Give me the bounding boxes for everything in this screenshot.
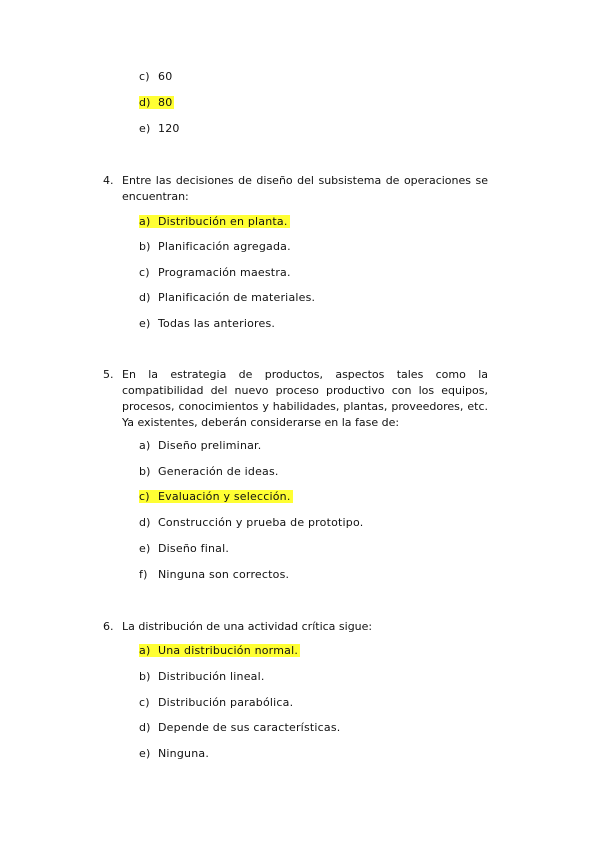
q6-option-a — [139, 643, 300, 659]
option-text: 120 — [158, 122, 180, 135]
option-letter: c) — [139, 696, 150, 709]
option-letter: b) — [139, 465, 151, 478]
option-text: Ninguna son correctos. — [158, 568, 290, 581]
q4-option-a — [139, 214, 290, 230]
option-letter: a) — [139, 644, 151, 657]
option-letter: a) — [139, 215, 151, 228]
q5-option-a — [139, 438, 261, 454]
option-text: Evaluación y selección. — [158, 490, 291, 503]
option-text: Diseño preliminar. — [158, 439, 262, 452]
option-letter: b) — [139, 670, 151, 683]
question-text: La distribución de una actividad crítica sigue: — [122, 620, 373, 633]
q5-option-d — [139, 515, 363, 531]
option-text: Depende de sus características. — [158, 721, 341, 734]
option-text: Todas las anteriores. — [158, 317, 276, 330]
q4-option-b — [139, 239, 291, 255]
q6-option-d — [139, 720, 340, 736]
prev-option-e — [139, 121, 180, 137]
option-text: Planificación agregada. — [158, 240, 291, 253]
option-letter: f) — [139, 568, 148, 581]
option-text: Generación de ideas. — [158, 465, 279, 478]
option-letter: e) — [139, 542, 151, 555]
option-letter: d) — [139, 96, 151, 109]
option-text: Diseño final. — [158, 542, 230, 555]
option-text: Una distribución normal. — [158, 644, 299, 657]
q5-option-e — [139, 541, 229, 557]
q6-option-c — [139, 695, 293, 711]
option-text: Ninguna. — [158, 747, 210, 760]
question-number: 4. — [103, 174, 114, 187]
option-text: Planificación de materiales. — [158, 291, 316, 304]
question-text: En la estrategia de productos, aspectos tales como la compatibilidad del nuevo proceso productivo con los equipos, procesos, conocimientos y habilidades, plantas, proveedores, etc. Ya existentes, deberán considerarse en la fase de: — [122, 368, 488, 429]
q6-option-e — [139, 746, 209, 762]
q4-option-d — [139, 290, 315, 306]
option-text: Construcción y prueba de prototipo. — [158, 516, 364, 529]
q5-option-b — [139, 464, 279, 480]
option-letter: d) — [139, 721, 151, 734]
question-6 — [103, 619, 488, 635]
option-text: Distribución en planta. — [158, 215, 288, 228]
option-text: 60 — [158, 70, 173, 83]
question-text: Entre las decisiones de diseño del subsistema de operaciones se encuentran: — [122, 174, 488, 203]
q5-option-f — [139, 567, 289, 583]
option-letter: e) — [139, 317, 151, 330]
prev-option-c — [139, 69, 172, 85]
option-letter: c) — [139, 490, 150, 503]
option-letter: c) — [139, 266, 150, 279]
option-letter: c) — [139, 70, 150, 83]
q5-option-c — [139, 489, 293, 505]
option-letter: d) — [139, 516, 151, 529]
question-number: 5. — [103, 368, 114, 381]
option-text: 80 — [158, 96, 173, 109]
option-letter: a) — [139, 439, 151, 452]
option-letter: b) — [139, 240, 151, 253]
question-5 — [103, 367, 488, 431]
q4-option-e — [139, 316, 275, 332]
q4-option-c — [139, 265, 291, 281]
q6-option-b — [139, 669, 265, 685]
option-text: Distribución parabólica. — [158, 696, 294, 709]
question-number: 6. — [103, 620, 114, 633]
option-text: Programación maestra. — [158, 266, 291, 279]
option-text: Distribución lineal. — [158, 670, 265, 683]
prev-option-d — [139, 95, 174, 111]
question-4 — [103, 173, 488, 205]
option-letter: e) — [139, 747, 151, 760]
option-letter: d) — [139, 291, 151, 304]
option-letter: e) — [139, 122, 151, 135]
